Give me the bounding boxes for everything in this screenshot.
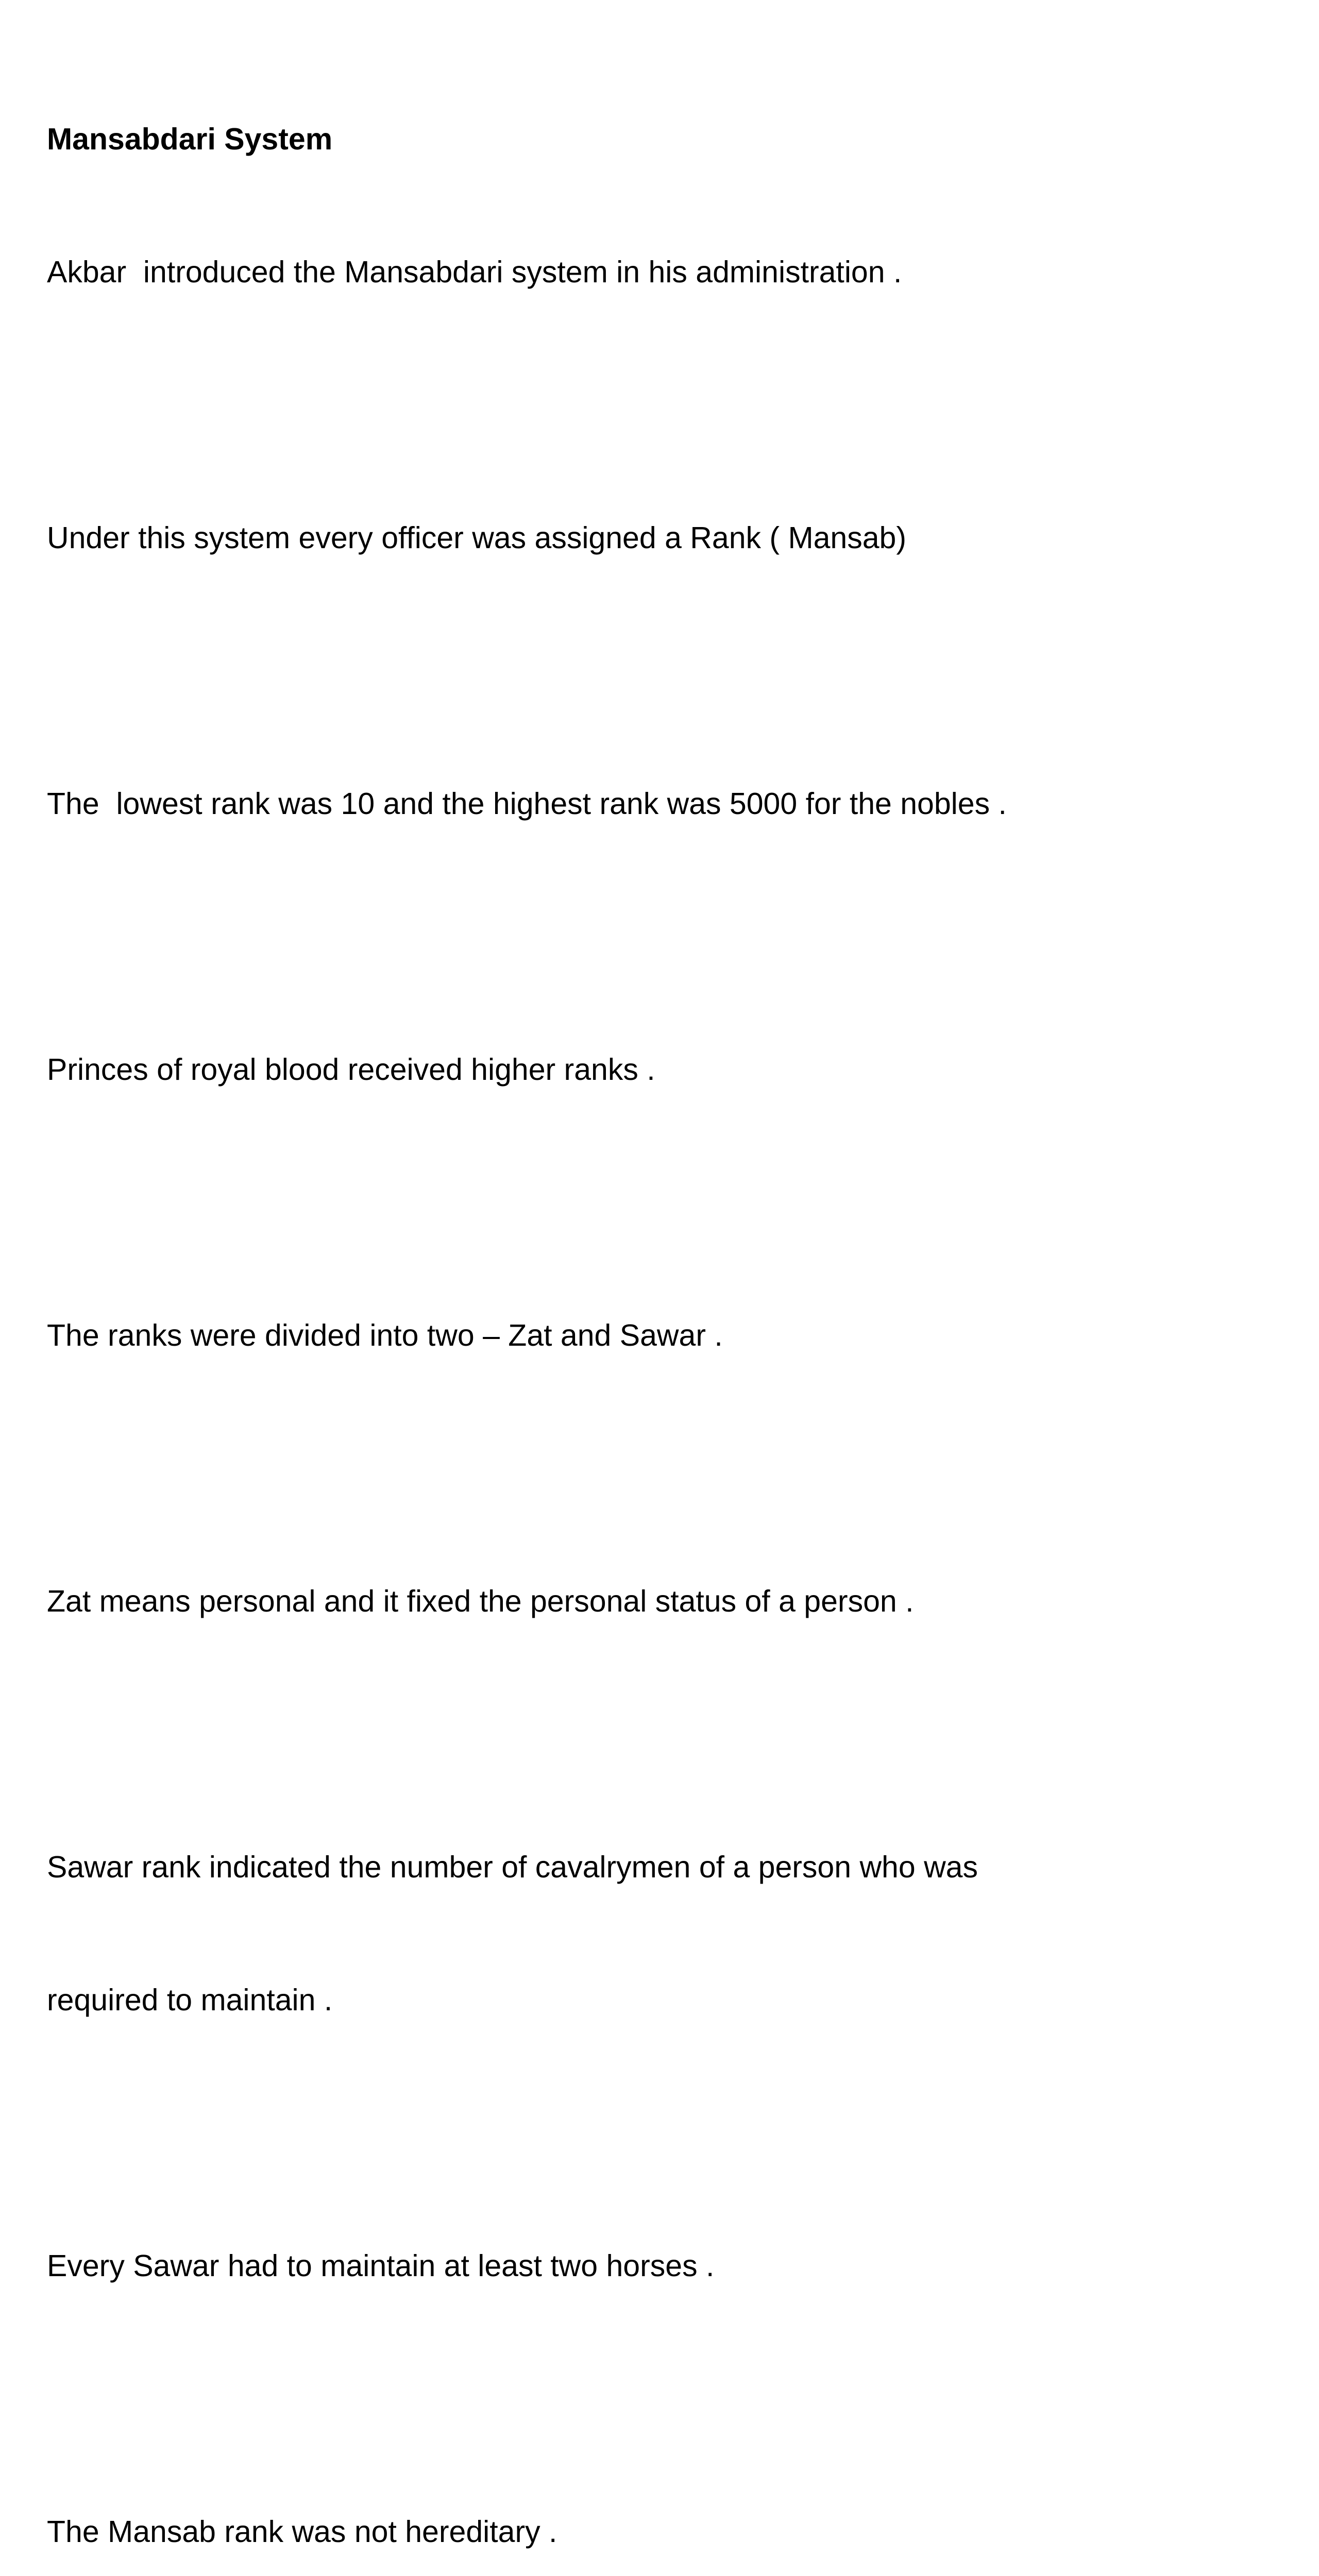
slide-body — [47, 28, 1283, 2576]
paragraph-gap — [47, 383, 1283, 427]
text-line: Under this system every officer was assigned a Rank ( Mansab) — [47, 521, 906, 555]
paragraph-gap — [47, 2111, 1283, 2155]
text-line: Every Sawar had to maintain at least two horses . — [47, 2249, 715, 2283]
paragraph-gap — [47, 1180, 1283, 1225]
paragraph-gap — [47, 649, 1283, 693]
paragraph-gap — [47, 2377, 1283, 2421]
text-line: The lowest rank was 10 and the highest rank was 5000 for the nobles . — [47, 787, 1007, 821]
text-line: Zat means personal and it fixed the personal status of a person . — [47, 1584, 914, 1618]
paragraph-gap — [47, 1712, 1283, 1756]
text-line: Princes of royal blood received higher ranks . — [47, 1053, 655, 1087]
text-line: The ranks were divided into two – Zat and Sawar . — [47, 1318, 723, 1352]
paragraph-gap — [47, 1446, 1283, 1490]
text-line: Akbar introduced the Mansabdari system in his administration . — [47, 255, 902, 289]
slide-title: Mansabdari System — [47, 122, 333, 156]
text-line: Sawar rank indicated the number of cavalrymen of a person who was — [47, 1850, 978, 1884]
text-line: required to maintain . — [47, 1983, 333, 2017]
paragraph-gap — [47, 914, 1283, 959]
text-line: The Mansab rank was not hereditary . — [47, 2515, 557, 2549]
